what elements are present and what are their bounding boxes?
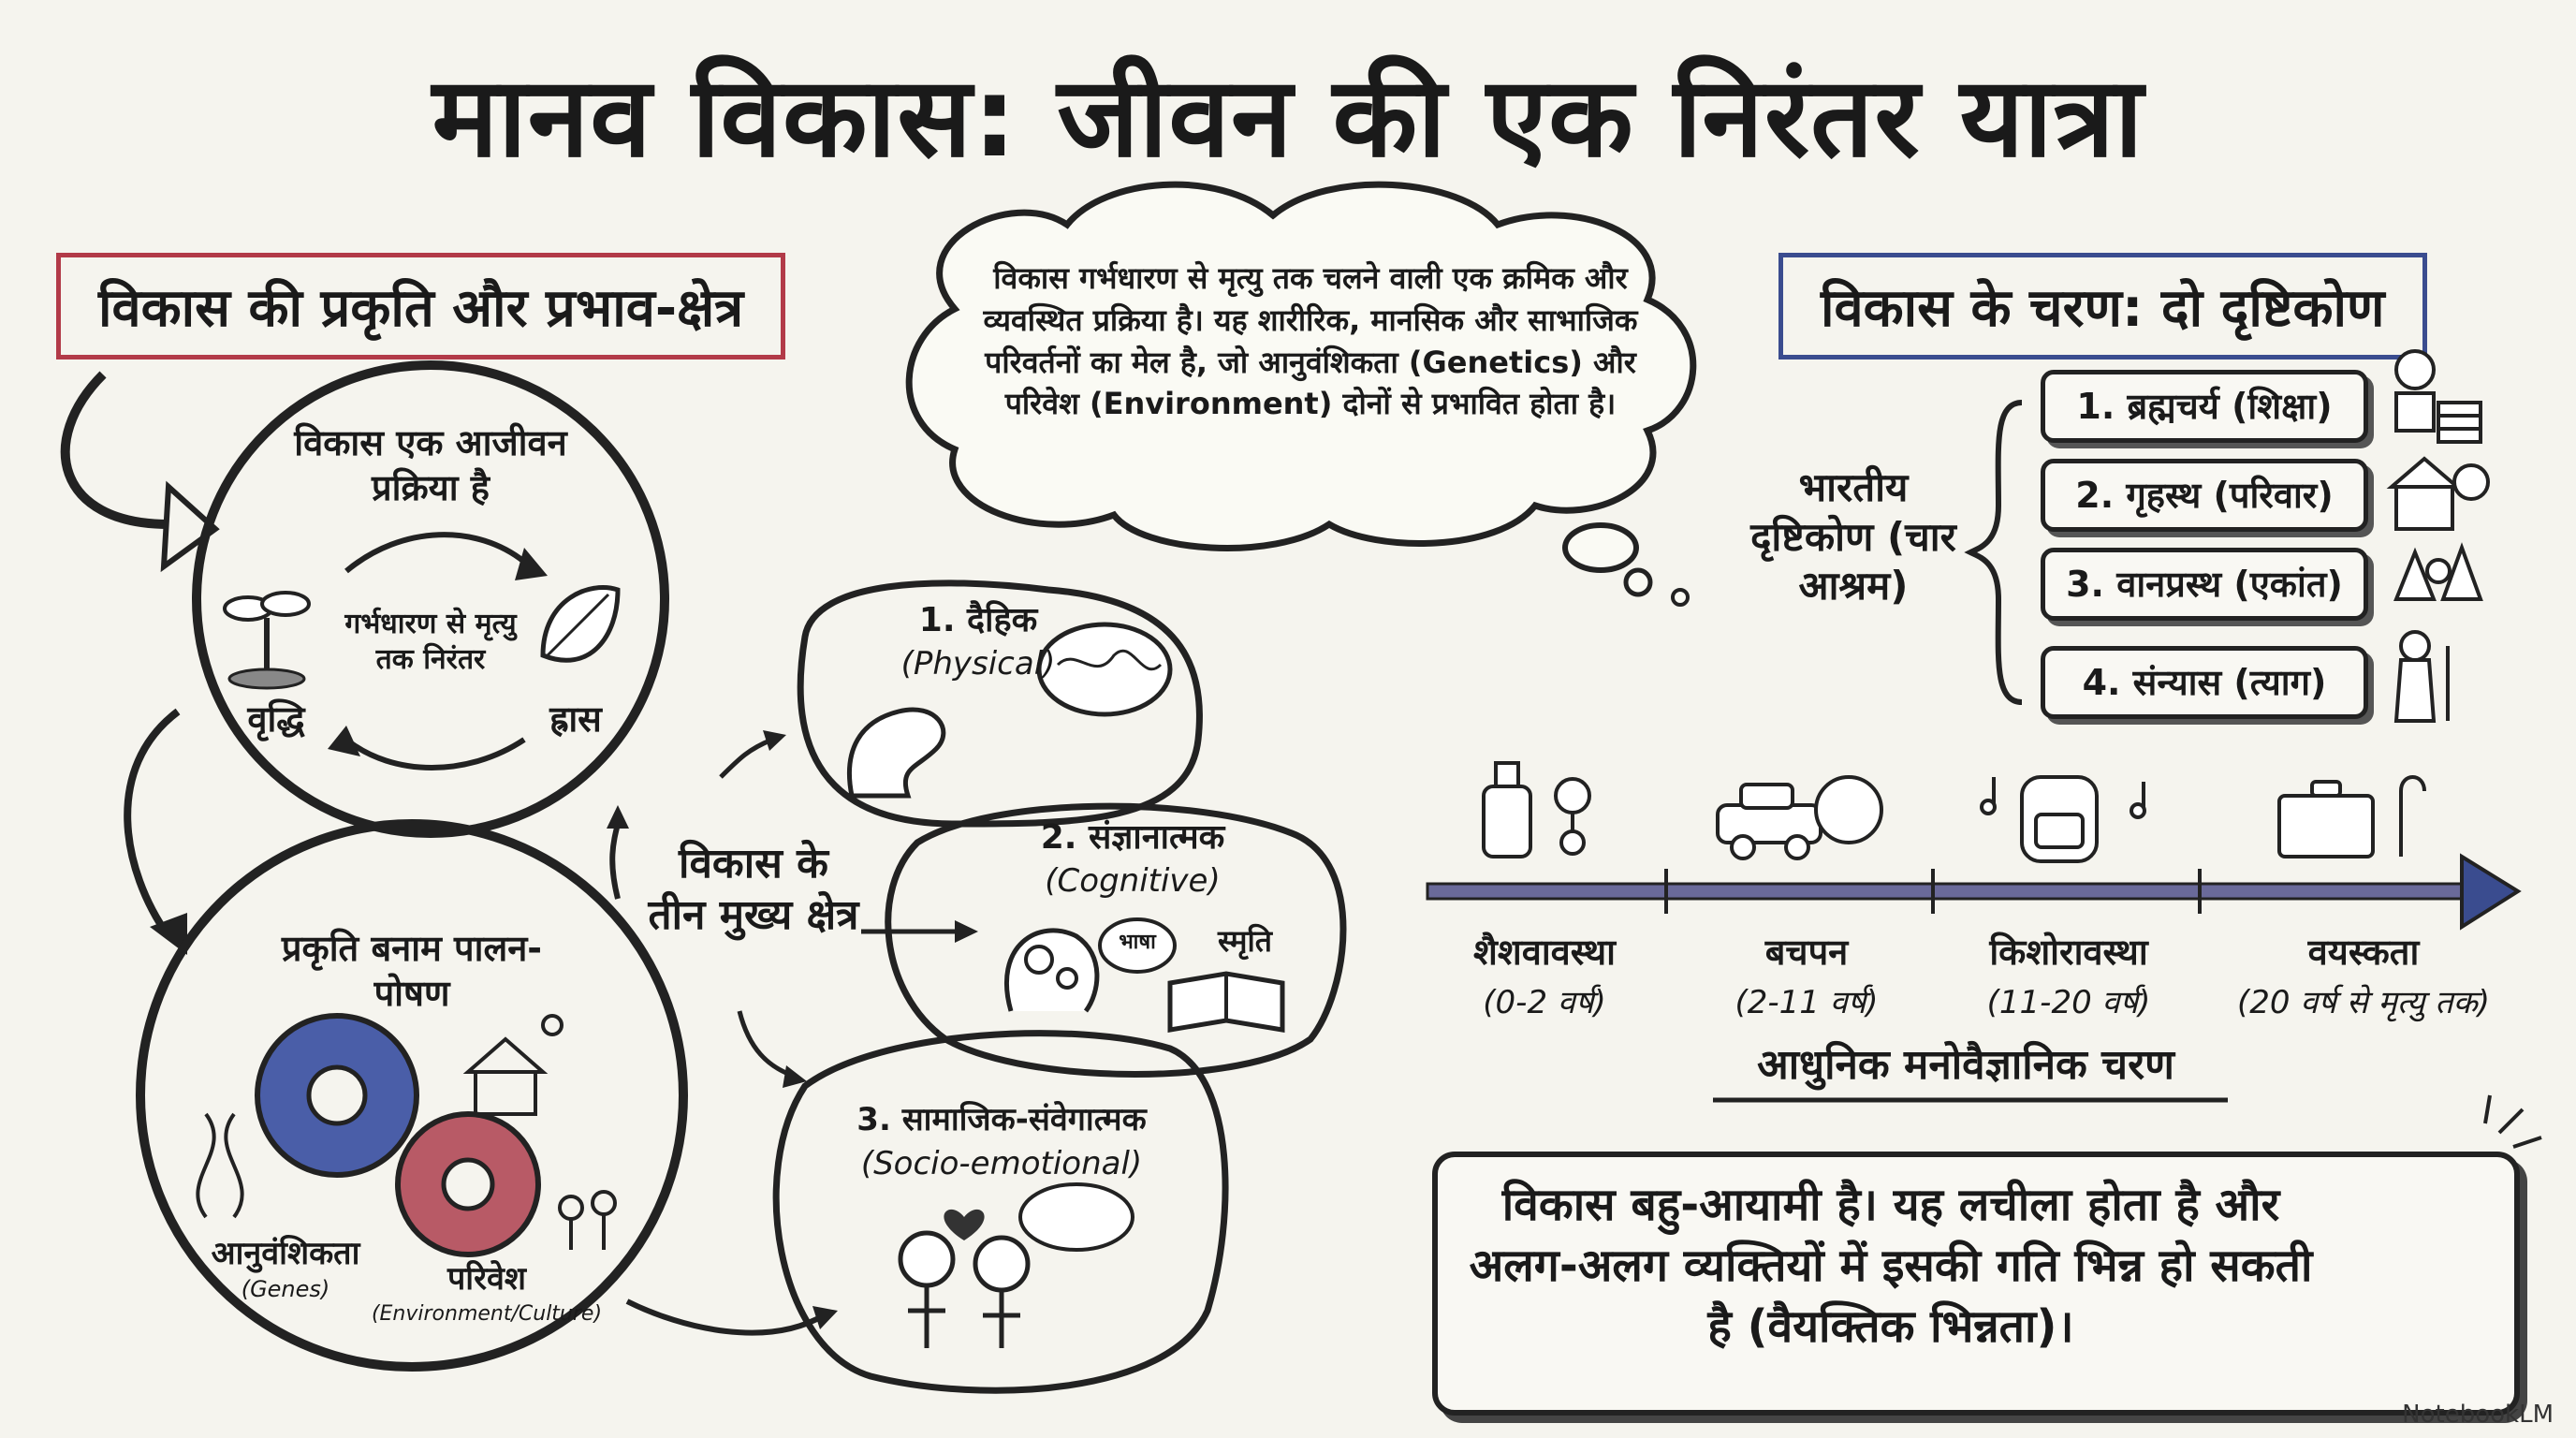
backpack-music-icon (1982, 777, 2144, 861)
environment-label: परिवेश (446, 1260, 527, 1298)
definition-text: विकास गर्भधारण से मृत्यु तक चलने वाली एक क्रमिक और व्यवस्थित प्रक्रिया है। यह शारीरिक, मानसिक और साभाजिक परिवर्तनों का मेल है, जो आनुवंशिकता (Genetics) और परिवेश (Environment) दोनों से प्रभावित होता है। (983, 260, 1638, 422)
flexed-arm-icon (849, 710, 943, 796)
cognitive-sub-label: (Cognitive) (1045, 862, 1221, 900)
summary-text: विकास बहु-आयामी है। यह लचीला होता है और अलग-अलग व्यक्तियों में इसकी गति भिन्न हो सकती है (वैयक्तिक भिन्नता)। (1469, 1179, 2313, 1353)
ashram-4: 4. संन्यास (त्याग) (2041, 646, 2368, 719)
sprout-icon (225, 593, 309, 688)
domains-center-label: विकास के तीन मुख्य क्षेत्र (648, 840, 859, 939)
timeline-stage-2: बचपन (2-11 वर्ष) (1734, 932, 1879, 1021)
emotion-cloud-icon (1020, 1184, 1133, 1250)
sannyasi-icon (2396, 632, 2448, 721)
language-label: भाषा (1119, 931, 1156, 954)
left-section-heading: विकास की प्रकृति और प्रभाव-क्षेत्र (56, 253, 785, 360)
ashram-1: 1. ब्रह्मचर्य (शिक्षा) (2041, 370, 2368, 443)
ashram-2: 2. गृहस्थ (परिवार) (2041, 459, 2368, 532)
two-people-icon (900, 1233, 1028, 1348)
book-icon (1170, 974, 1282, 1030)
genes-label: आनुवंशिकता (211, 1235, 360, 1272)
page-title: मानव विकास: जीवन की एक निरंतर यात्रा (432, 52, 2144, 182)
dry-leaf-icon (543, 588, 618, 661)
toy-car-ball-icon (1718, 777, 1881, 858)
memory-label: स्मृति (1217, 923, 1273, 959)
indian-perspective-label: भारतीय दृष्टिकोण (चार आश्रम) (1750, 464, 1956, 609)
baby-bottle-icon (1484, 763, 1589, 857)
socio-sub-label: (Socio-emotional) (860, 1145, 1143, 1182)
curved-arrow-icon (66, 374, 168, 524)
family-house-icon (2392, 459, 2488, 529)
lifelong-center-text: गर्भधारण से मृत्यु तक निरंतर (344, 608, 517, 676)
physical-label: 1. दैहिक (918, 601, 1038, 639)
timeline-stage-4: वयस्कता (20 वर्ष से मृत्यु तक) (2237, 932, 2490, 1021)
genes-sub-label: (Genes) (241, 1276, 330, 1302)
watermark: NotebookLM (2402, 1401, 2554, 1429)
growth-label: वृद्धि (247, 698, 305, 740)
forest-meditation-icon (2396, 548, 2481, 599)
gear-genes-icon (257, 1016, 417, 1175)
right-section-heading: विकास के चरण: दो दृष्टिकोण (1778, 253, 2427, 360)
socio-label: 3. सामाजिक-संवेगात्मक (856, 1101, 1147, 1138)
timeline-bar (1427, 884, 2466, 899)
decline-label: ह्रास (549, 698, 602, 740)
dna-icon (198, 1114, 242, 1217)
heart-icon (944, 1210, 984, 1240)
timeline-stage-3: किशोरावस्था (11-20 वर्ष) (1986, 932, 2151, 1021)
briefcase-cane-icon (2279, 777, 2424, 857)
modern-stages-label: आधुनिक मनोवैज्ञानिक चरण (1757, 1041, 2174, 1089)
student-books-icon (2396, 351, 2481, 442)
ashram-3: 3. वानप्रस्थ (एकांत) (2041, 548, 2368, 621)
head-gears-icon (1006, 931, 1096, 1011)
house-icon (468, 1016, 562, 1114)
environment-sub-label: (Environment/Culture) (371, 1302, 603, 1326)
gear-environment-icon (398, 1114, 538, 1255)
timeline-stage-1: शैशवावस्था (0-2 वर्ष) (1473, 932, 1616, 1021)
cognitive-label: 2. संज्ञानात्मक (1040, 818, 1225, 857)
timeline-arrowhead-icon (2462, 857, 2518, 927)
physical-sub-label: (Physical) (900, 645, 1056, 682)
nature-nurture-title: प्रकृति बनाम पालन-पोषण (281, 928, 543, 1014)
lifelong-title: विकास एक आजीवन प्रक्रिया है (294, 422, 567, 508)
people-group-icon (560, 1192, 615, 1250)
brace-icon (1970, 403, 2022, 702)
